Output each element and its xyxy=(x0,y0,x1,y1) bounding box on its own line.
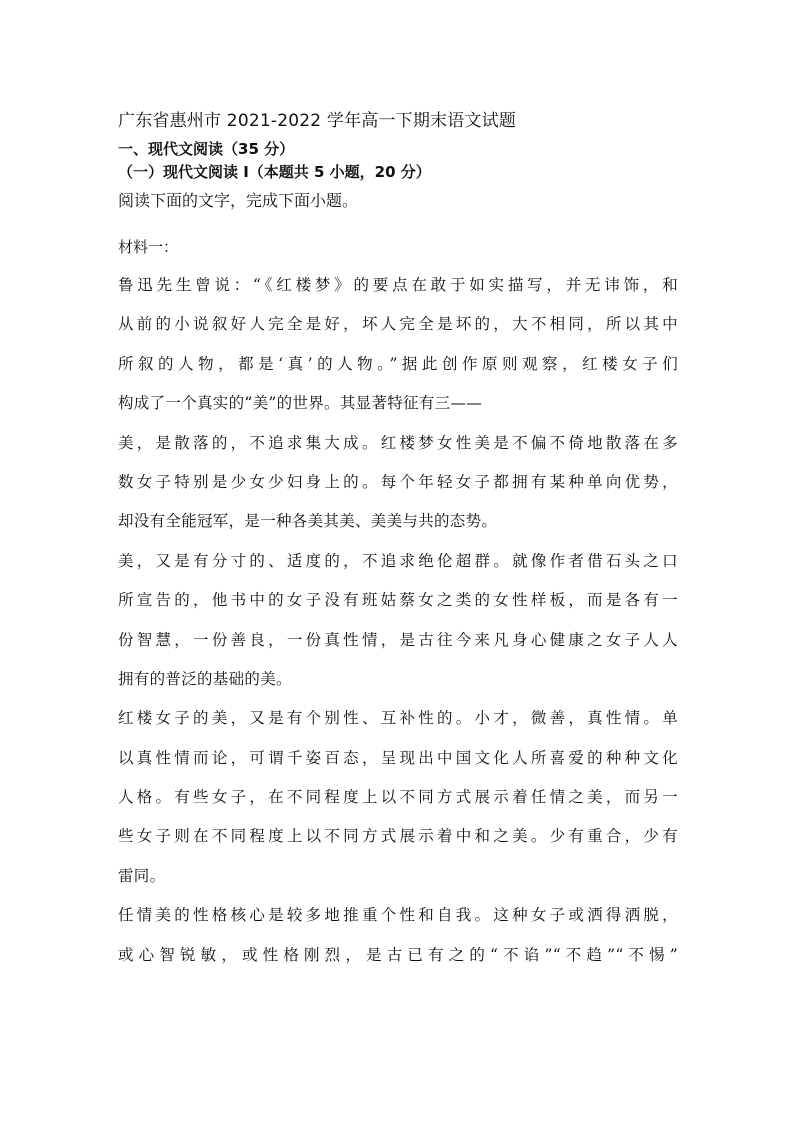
text-line: 数女子特别是少女少妇身上的。每个年轻女子都拥有某种单向优势， xyxy=(118,472,678,491)
material-body xyxy=(118,270,678,979)
text-line: 所叙的人物，都是‘真’的人物。”据此创作原则观察，红楼女子们 xyxy=(118,354,678,373)
text-line: 些女子则在不同程度上以不同方式展示着中和之美。少有重合，少有 xyxy=(118,827,678,846)
text-line: 却没有全能冠军，是一种各美其美、美美与共的态势。 xyxy=(118,512,498,531)
subsection-heading: （一）现代文阅读 I（本题共 5 小题，20 分） xyxy=(118,163,431,181)
text-line: 雷同。 xyxy=(118,866,166,885)
text-line: 人格。有些女子，在不同程度上以不同方式展示着任情之美，而另一 xyxy=(118,788,678,807)
reading-instruction: 阅读下面的文字，完成下面小题。 xyxy=(118,191,359,210)
text-line: 鲁迅先生曾说：“《红楼梦》的要点在敢于如实描写，并无讳饰，和 xyxy=(118,276,678,294)
text-line: 美，是散落的，不追求集大成。红楼梦女性美是不偏不倚地散落在多 xyxy=(118,433,678,452)
text-line: 任情美的性格核心是较多地推重个性和自我。这种女子或洒得洒脱， xyxy=(118,906,678,925)
text-line: 份智慧，一份善良，一份真性情，是古往今来凡身心健康之女子人人 xyxy=(118,630,678,649)
text-line: 拥有的普泛的基础的美。 xyxy=(118,669,292,688)
material-label: 材料一： xyxy=(118,238,179,256)
text-line: 美，又是有分寸的、适度的，不追求绝伦超群。就像作者借石头之口 xyxy=(118,551,678,570)
text-line: 从前的小说叙好人完全是好，坏人完全是坏的，大不相同，所以其中 xyxy=(118,315,678,334)
text-line: 以真性情而论，可谓千姿百态，呈现出中国文化人所喜爱的种种文化 xyxy=(118,748,678,767)
text-line: 红楼女子的美，又是有个别性、互补性的。小才，微善，真性情。单 xyxy=(118,709,678,728)
document-title: 广东省惠州市 2021-2022 学年高一下期末语文试题 xyxy=(118,111,517,131)
text-line: 构成了一个真实的“美”的世界。其显著特征有三—— xyxy=(118,394,483,413)
section-heading: 一、现代文阅读（35 分） xyxy=(118,140,295,158)
text-line: 或心智锐敏，或性格刚烈，是古已有之的“不谄”“不趋”“不惕” xyxy=(118,945,678,964)
text-line: 所宣告的，他书中的女子没有班姑蔡女之类的女性样板，而是各有一 xyxy=(118,591,678,610)
